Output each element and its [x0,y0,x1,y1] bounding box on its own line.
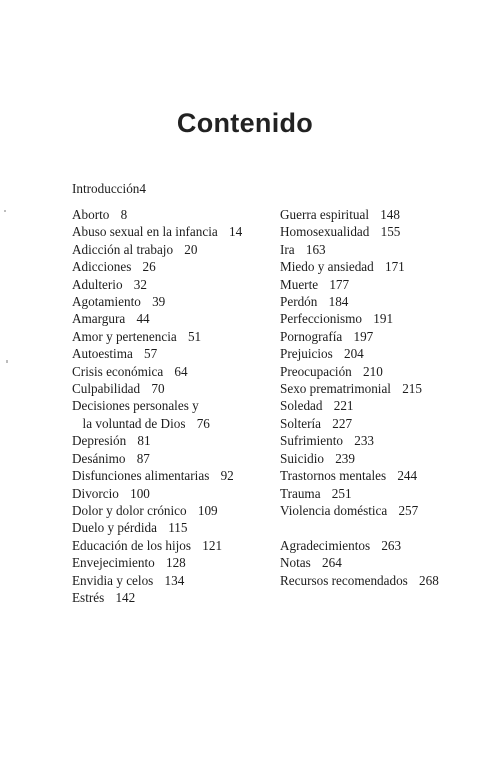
toc-entry [280,363,480,380]
toc-entry-page: 44 [136,311,150,327]
toc-entry-page: 233 [354,433,375,449]
page-title: Contenido [176,108,314,138]
toc-entry [280,467,480,484]
toc-entry-page: 92 [220,468,234,484]
toc-entry [72,380,262,397]
toc-entry-page: 257 [398,502,419,518]
toc-entry-page: 81 [137,433,151,449]
section-spacer [280,519,480,536]
toc-entry [72,206,262,223]
toc-entry-intro [72,180,146,197]
toc-entry-page: 8 [120,207,128,222]
toc-entry [280,380,480,397]
toc-entry-label: Ira [280,241,295,257]
toc-entry [280,223,480,240]
toc-entry-label: Divorcio [72,485,119,501]
toc-entry-label: Miedo y ansiedad [280,259,374,275]
toc-entry [72,572,262,589]
toc-entry-page: 109 [197,502,218,518]
toc-entry-page: 32 [133,276,147,292]
toc-entry-label: Recursos recomendados [280,572,408,588]
toc-entry-page: 4 [139,181,146,196]
toc-entry [280,397,480,414]
toc-entry-page: 70 [151,381,165,397]
toc-entry-label: Aborto [72,207,110,222]
toc-entry-page: 264 [322,555,342,571]
toc-entry-page: 221 [333,398,354,414]
toc-entry-page: 14 [228,224,243,240]
toc-entry-page: 227 [332,415,353,431]
scan-speck [4,210,6,212]
toc-entry-page: 39 [152,294,166,310]
toc-entry-page: 155 [380,224,401,240]
toc-entry [280,432,480,449]
toc-entry [280,258,480,275]
toc-entry-page: 191 [373,311,394,327]
toc-entry-label: Introducción [72,181,140,196]
toc-entry-page: 244 [397,468,418,484]
scan-speck [6,360,8,363]
toc-entry-label: Pornografía [280,328,343,344]
toc-entry [72,554,262,571]
toc-entry [280,415,480,432]
toc-entry-label: Dolor y dolor crónico [72,502,187,518]
toc-entry-label: Depresión [72,433,127,449]
toc-entry-page: 197 [353,328,374,344]
toc-entry [72,363,262,380]
toc-entry-label: Soltería [280,415,322,431]
toc-entry-page: 263 [381,537,402,553]
toc-entry [280,310,480,327]
toc-entry [72,276,262,293]
toc-entry [72,485,262,502]
toc-entry-backmatter [280,554,480,571]
toc-entry [72,519,262,536]
toc-entry-page: 121 [202,537,223,553]
toc-entry-label: Decisiones personales y [72,398,199,414]
toc-entry [72,502,262,519]
toc-entry-page: 239 [335,450,355,466]
toc-entry [72,467,262,484]
toc-entry-label: Crisis económica [72,363,164,379]
toc-entry-backmatter [280,537,480,554]
toc-entry-label: Homosexualidad [280,224,370,240]
toc-entry [280,502,480,519]
toc-entry-page: 128 [165,555,186,571]
toc-entry-label: Perdón [280,294,318,310]
toc-entry [72,223,262,240]
toc-entry [280,241,480,258]
toc-entry-label: Abuso sexual en la infancia [72,224,218,240]
toc-entry-label: Prejuicios [280,346,333,362]
toc-entry-label: Muerte [280,276,319,292]
toc-entry-page: 115 [168,520,188,536]
toc-entry [72,537,262,554]
toc-entry-page: 210 [363,363,383,379]
toc-entry-label: Sexo prematrimonial [280,381,391,397]
toc-entry-page: 64 [174,363,188,379]
toc-entry-label: Adulterio [72,276,123,292]
toc-entry-page: 26 [142,259,156,275]
toc-entry-label: Agotamiento [72,294,141,310]
toc-entry-page: 251 [331,485,352,501]
toc-entry-page: 177 [329,276,350,292]
toc-entry-label: Suicidio [280,450,324,466]
toc-entry [280,485,480,502]
toc-entry-page: 184 [328,294,349,310]
toc-entry-page: 87 [136,450,150,466]
toc-entry-label: Amor y pertenencia [72,328,177,344]
toc-entry [72,258,262,275]
toc-entry-page: 171 [384,259,405,275]
toc-entry-label: Desánimo [72,450,126,466]
toc-entry [280,206,480,223]
toc-entry [72,345,262,362]
toc-entry-label: Trastornos mentales [280,468,387,484]
toc-entry-label: Autoestima [72,346,133,362]
toc-entry-label: Notas [280,555,311,571]
toc-entry-page: 215 [402,381,422,397]
toc-entry-page: 148 [380,207,400,222]
toc-entry [72,432,262,449]
toc-entry-label: Estrés [72,589,105,605]
toc-entry-page: 163 [305,241,326,257]
toc-entry-page: 20 [184,241,198,257]
toc-entry-label: Amargura [72,311,126,327]
toc-entry-page: 100 [130,485,150,501]
toc-entry-label: Envidia y celos [72,572,154,588]
toc-entry [280,328,480,345]
toc-entry-label: Duelo y pérdida [72,520,157,536]
toc-entry-label: Sufrimiento [280,433,344,449]
toc-entry-page: 142 [115,589,136,605]
toc-entry [72,328,262,345]
toc-entry-label: Disfunciones alimentarias [72,468,210,484]
toc-column-left [72,206,262,606]
toc-entry-label: Perfeccionismo [280,311,363,327]
toc-entry-label: Preocupación [280,363,352,379]
toc-entry-page: 268 [419,572,439,588]
toc-entry-label: Adicciones [72,259,132,275]
toc-entry-label: Culpabilidad [72,381,141,397]
toc-entry [280,293,480,310]
toc-entry-page: 57 [144,346,158,362]
toc-entry-page: 51 [187,328,202,344]
toc-entry [72,450,262,467]
toc-entry-label: Educación de los hijos [72,537,192,553]
toc-entry [72,397,262,432]
toc-entry-page: 134 [164,572,185,588]
toc-entry-label-continued: la voluntad de Dios [82,415,186,431]
toc-entry-label: Adicción al trabajo [72,241,174,257]
toc-entry-label: Agradecimientos [280,537,371,553]
toc-entry [72,589,262,606]
toc-entry [280,276,480,293]
toc-entry-page: 76 [196,415,210,431]
toc-entry-label: Envejecimiento [72,555,155,571]
toc-entry [280,345,480,362]
toc-entry-label: Violencia doméstica [280,502,388,518]
toc-entry-label: Trauma [280,485,321,501]
toc-entry-continuation [72,415,262,432]
toc-entry-label: Soledad [280,398,323,414]
toc-entry [72,310,262,327]
toc-entry-backmatter [280,572,480,589]
toc-entry [280,450,480,467]
toc-column-right [280,206,480,589]
toc-entry [72,293,262,310]
toc-entry [72,241,262,258]
toc-entry-label: Guerra espiritual [280,207,369,222]
toc-entry-page: 204 [343,346,364,362]
